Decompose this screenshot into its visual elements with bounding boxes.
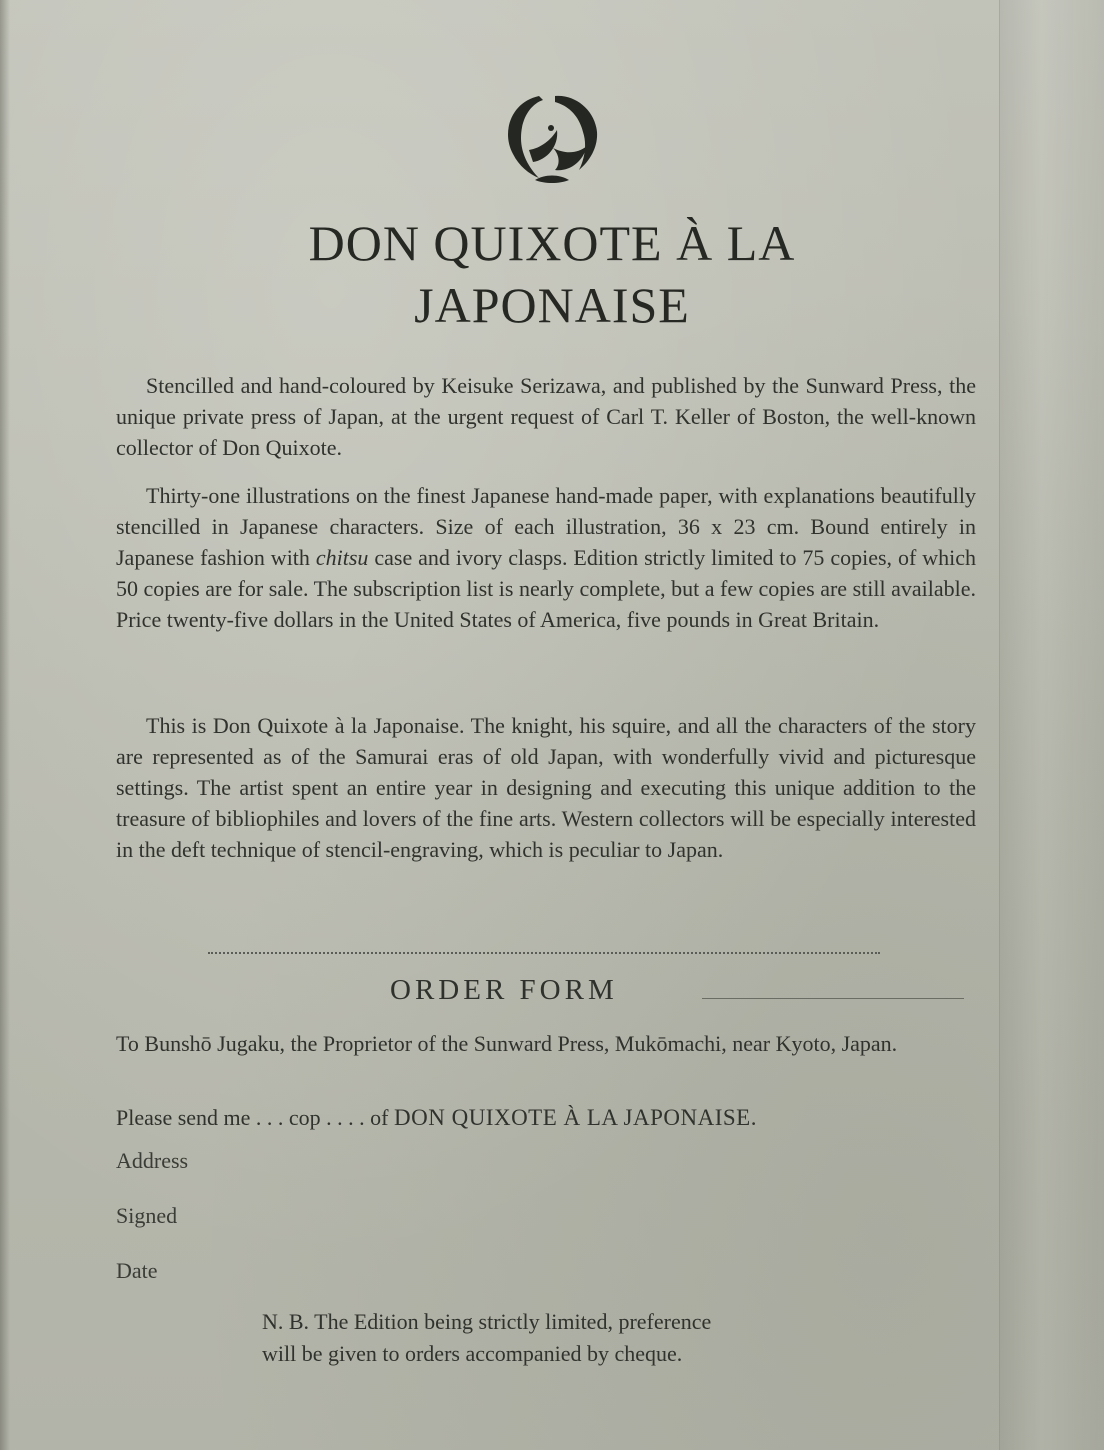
nota-bene-line-2: will be given to orders accompanied by cheque. — [262, 1341, 683, 1366]
order-heading-rule — [702, 998, 964, 999]
page-fold — [999, 0, 1104, 1450]
order-form-heading: ORDER FORM — [390, 974, 618, 1006]
paragraph-publication: Stencilled and hand-coloured by Keisuke Serizawa, and published by the Sunward Press, the unique private press of Japan, at the urgent request of Carl T. Keller of Boston, the well-known collector of Don Quixote. — [116, 373, 976, 460]
paragraph-edition-details — [116, 480, 976, 635]
address-field-label: Address — [116, 1148, 189, 1173]
paragraph-edition-text-b: case and ivory clasps. Edition strictly limited to 75 copies, of which 50 copies are for sale. The subscription list is nearly complete, but a few copies are still available. Price twenty-five dollars in the United States of America, five pounds in Great Britain. — [116, 545, 977, 632]
sunward-press-emblem-icon — [499, 88, 603, 188]
order-request-line — [116, 1102, 976, 1133]
signed-field-label: Signed — [116, 1203, 178, 1228]
paragraph-description: This is Don Quixote à la Japonaise. The knight, his squire, and all the characters of the story are represented as of the Samurai eras of old Japan, with wonderfully vivid and picturesque settings. The artist spent an entire year in designing and executing this unique addition to the treasure of bibliophiles and lovers of the fine arts. Western collectors will be especially interested in the deft technique of stencil-engraving, which is peculiar to Japan. — [116, 713, 976, 862]
order-recipient: To Bunshō Jugaku, the Proprietor of the Sunward Press, Mukōmachi, near Kyoto, Japan. — [116, 1031, 898, 1056]
title-line-1: DON QUIXOTE À LA — [308, 215, 796, 271]
nota-bene-line-1: N. B. The Edition being strictly limited, preference — [262, 1309, 712, 1334]
title-line-2: JAPONAISE — [414, 277, 690, 333]
order-request-title: DON QUIXOTE À LA JAPONAISE. — [394, 1105, 757, 1130]
dotted-divider — [208, 952, 880, 954]
order-request-prefix: Please send me . . . cop . . . . of — [116, 1105, 394, 1130]
paragraph-edition-text-a: Thirty-one illustrations on the finest Japanese hand-made paper, with explanations beautifully stencilled in Japanese characters. Size of each illustration, 36 x 23 cm. Bound entirely in Japanese fashion with — [116, 483, 976, 570]
page-edge-shadow — [0, 0, 10, 1450]
date-field-label: Date — [116, 1258, 158, 1283]
chitsu-term: chitsu — [315, 545, 369, 570]
